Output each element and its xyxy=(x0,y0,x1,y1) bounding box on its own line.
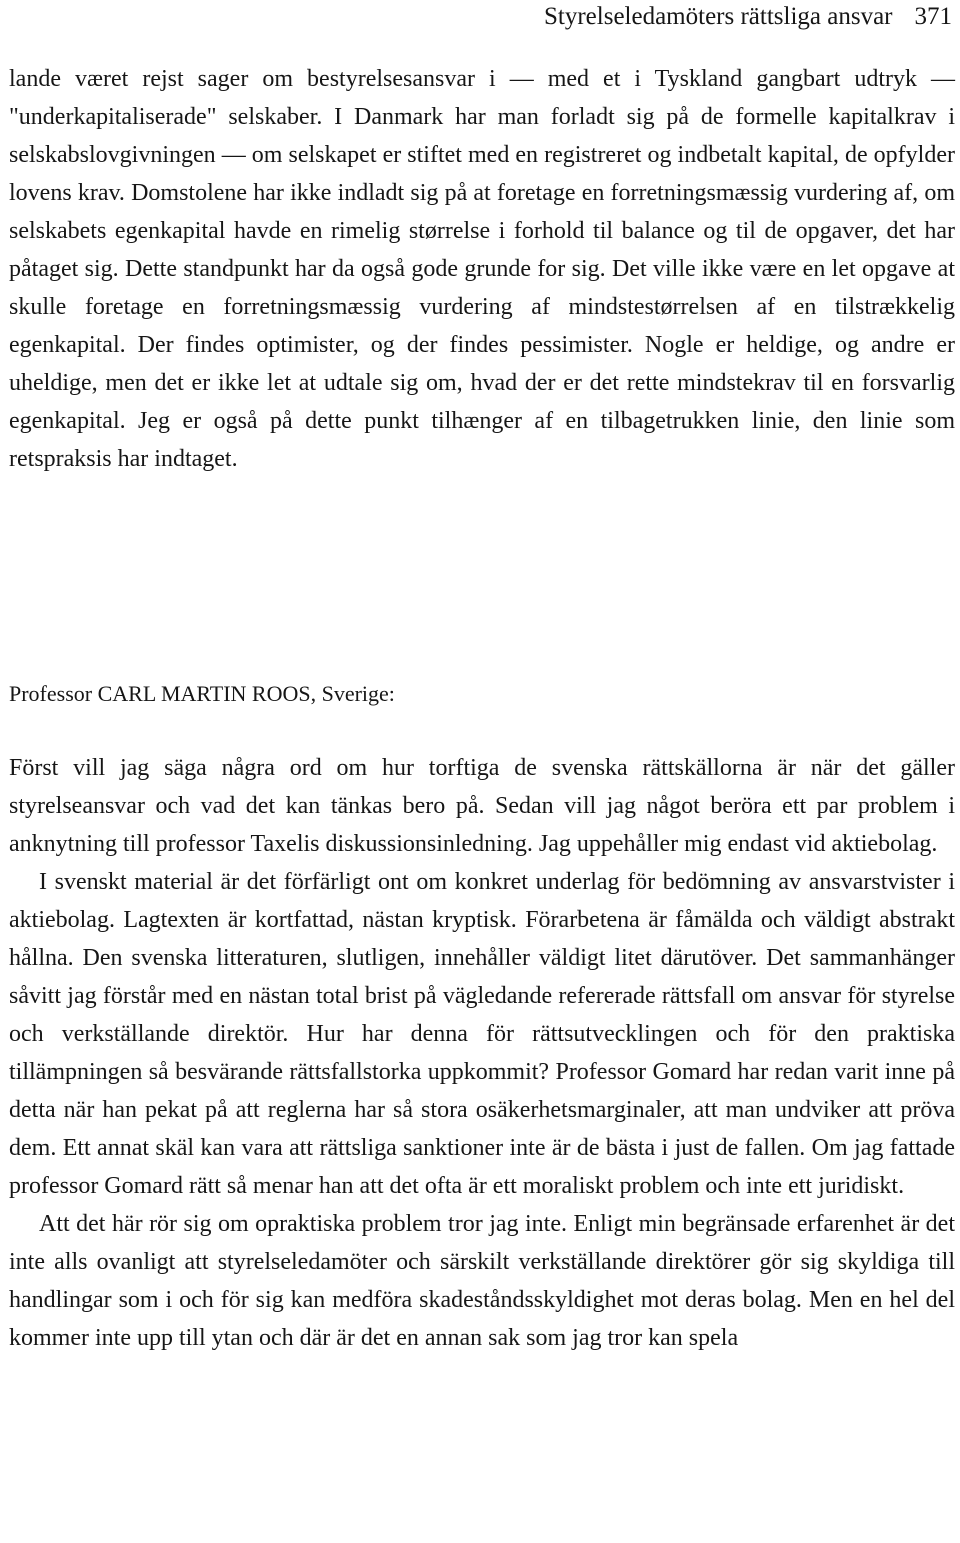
page-number: 371 xyxy=(914,3,952,30)
running-header-title: Styrelseledamöters rättsliga ansvar xyxy=(544,3,893,30)
speaker-heading: Professor CARL MARTIN ROOS, Sverige: xyxy=(9,681,395,706)
swedish-paragraph-block xyxy=(9,749,955,1357)
swedish-paragraph-3: Att det här rör sig om opraktiska problem tror jag inte. Enligt min begränsade erfarenhet är det inte alls ovanligt att styrelseledamöter och särskilt verkställande direktörer gör sig skyldiga till handlingar som i och för sig kan medföra skadeståndsskyldighet mot deras bolag. Men en hel del kommer inte upp till ytan och där är det en annan sak som jag tror kan spela xyxy=(9,1211,955,1351)
danish-paragraph: lande været rejst sager om bestyrelsesansvar i — med et i Tyskland gangbart udtryk — "underkapitaliserade" selskaber. I Danmark har man forladt sig på de formelle kapitalkrav i selskabslovgivningen — om selskapet er stiftet med en registreret og indbetalt kapital, de opfylder lovens krav. Domstolene har ikke indladt sig på at foretage en forretningsmæssig vurdering af, om selskabets egenkapital havde en rimelig størrelse i forhold til balance og til de opgaver, det har påtaget sig. Dette standpunkt har da også gode grunde for sig. Det ville ikke være en let opgave at skulle foretage en forretningsmæssig vurdering af mindstestørrelsen af en tilstrækkelig egenkapital. Der findes optimister, og der findes pessimister. Nogle er heldige, og andre er uheldige, men det er ikke let at udtale sig om, hvad der er det rette mindstekrav til en forsvarlig egenkapital. Jeg er også på dette punkt tilhænger af en tilbagetrukken linie, den linie som retspraksis har indtaget. xyxy=(9,66,955,472)
running-header xyxy=(544,2,952,32)
swedish-paragraph-1: Först vill jag säga några ord om hur torftiga de svenska rättskällorna är när det gäller styrelseansvar och vad det kan tänkas bero på. Sedan vill jag något beröra ett par problem i anknytning till professor Taxelis diskussionsinledning. Jag uppehåller mig endast vid aktiebolag. xyxy=(9,755,955,857)
danish-paragraph-block xyxy=(9,60,955,478)
swedish-paragraph-2: I svenskt material är det förfärligt ont om konkret underlag för bedömning av ansvarstvister i aktiebolag. Lagtexten är kortfattad, nästan kryptisk. Förarbetena är fåmälda och väldigt abstrakt hållna. Den svenska litteraturen, slutligen, innehåller väldigt litet därutöver. Det sammanhänger såvitt jag förstår med en nästan total brist på vägledande refererade rättsfall om ansvar för styrelse och verkställande direktör. Hur har denna för rättsutvecklingen och för den praktiska tillämpningen så besvärande rättsfallstorka uppkommit? Professor Gomard har redan varit inne på detta när han pekat på att reglerna har så stora osäkerhetsmarginaler, att man undviker att pröva dem. Ett annat skäl kan vara att rättsliga sanktioner inte är de bästa i just de fallen. Om jag fattade professor Gomard rätt så menar han att det ofta är ett moraliskt problem och inte ett juridiskt. xyxy=(9,869,955,1199)
